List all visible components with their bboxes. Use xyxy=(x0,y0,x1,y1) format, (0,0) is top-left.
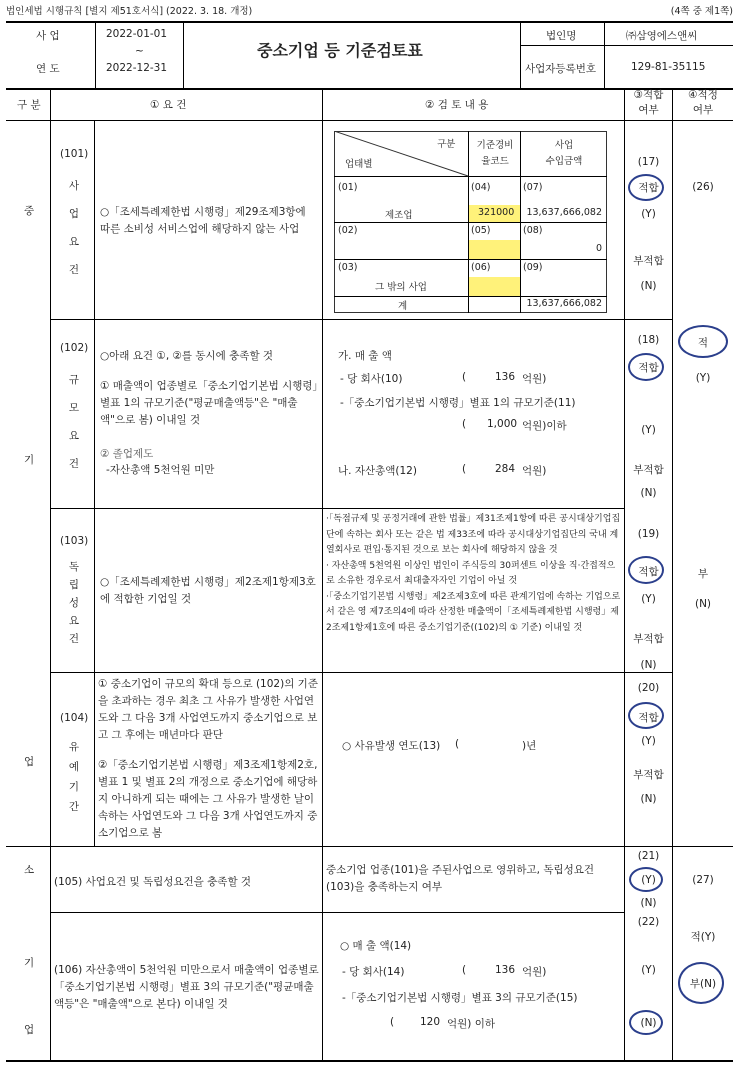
row101-label: 사 업 요 건 xyxy=(68,180,80,276)
row104-fit-circle xyxy=(628,702,664,729)
table-total-label: 계 xyxy=(398,301,408,312)
row102-rev2: - 당 회사(10) xyxy=(340,373,403,385)
reg-no-label: 사업자등록번호 xyxy=(525,63,597,75)
table-h-rev-2: 수입금액 xyxy=(545,156,583,167)
row102-req2: ① 매출액이 업종별로「중소기업기본법 시행령」별표 1의 규모기준("평균매출액등"은 "매출액"으로 봄) 이내일 것 xyxy=(100,380,318,426)
row106-col4-no: 부(N) xyxy=(689,978,717,990)
row104-review-unit: )년 xyxy=(522,740,537,752)
col-requirement: ① 요 건 xyxy=(150,99,187,111)
row102-rev2-lp: ( xyxy=(462,371,467,383)
row105-requirement: (105) 사업요건 및 독립성요건을 충족할 것 xyxy=(54,876,252,888)
row105-fit-n: (N) xyxy=(640,897,657,909)
period-end: 2022-12-31 xyxy=(106,62,168,74)
row103-label: 독 립 성 요 건 xyxy=(68,561,80,645)
row102-rev4-unit: 억원)이하 xyxy=(522,420,567,432)
row102-fit-no: 부적합 xyxy=(633,464,664,476)
row102-rev5-lp: ( xyxy=(462,463,467,475)
table-r1-amt: 13,637,666,082 xyxy=(526,207,602,218)
table-r1-code: 321000 xyxy=(478,207,515,218)
table-r3-name: 그 밖의 사업 xyxy=(375,282,427,293)
row103-fit-no: 부적합 xyxy=(633,633,664,645)
biz-year-label-1: 사 업 xyxy=(36,30,60,42)
row104-req2: ②「중소기업기본법 시행령」제3조제1항제2호, 별표 1 및 별표 2의 개정으로 중소기업에 해당하지 아니하게 되는 때에는 그 사유가 발생한 날이 속하는 사업연도와 그 다음 3개 사업연도까지 중소기업으로 봄 xyxy=(98,759,318,839)
row103-fit-yes: 적합 xyxy=(638,566,659,578)
table-h-code-2: 율코드 xyxy=(481,156,509,167)
side-char-4: 소 xyxy=(24,864,35,876)
row106-requirement: (106) 자산총액이 5천억원 미만으로서 매출액이 업종별로「중소기업기본법 시행령」별표 3의 규모기준("평균매출액등"은 "매출액"으로 본다) 이내일 것 xyxy=(54,964,319,1010)
row102-col4-circle xyxy=(678,325,728,358)
table-h-code-1: 기준경비 xyxy=(476,140,514,151)
table-r3-rno: (09) xyxy=(523,262,543,273)
side-char-1: 중 xyxy=(24,205,35,217)
row103-fit-y: (Y) xyxy=(641,593,656,605)
row104-review-lp: ( xyxy=(455,738,460,750)
row106-rev2-unit: 억원) xyxy=(522,966,547,978)
corp-name: ㈜삼영에스앤씨 xyxy=(626,30,698,42)
row106-rev3: -「중소기업기본법 시행령」별표 3의 규모기준(15) xyxy=(342,992,578,1004)
table-r2-no: (02) xyxy=(338,225,358,236)
row103-fit-circle xyxy=(628,556,664,584)
row101-fit-no: 부적합 xyxy=(633,255,664,267)
table-total-amt: 13,637,666,082 xyxy=(526,298,602,309)
row106-rev2-val: 136 xyxy=(495,964,516,976)
row103-fit-code: (19) xyxy=(637,528,660,540)
row106-rev2: - 당 회사(14) xyxy=(342,966,405,978)
row102-rev2-unit: 억원) xyxy=(522,373,547,385)
row101-fit-yes: 적합 xyxy=(638,182,659,194)
row102-req1: ○아래 요건 ①, ②를 동시에 충족할 것 xyxy=(100,350,274,362)
corp-name-label: 법인명 xyxy=(546,30,577,42)
table-r3-cno: (06) xyxy=(471,262,491,273)
col-fit3: ③적합 여부 xyxy=(633,89,664,116)
row106-fit-n: (N) xyxy=(640,1017,657,1029)
row104-label: 유 예 기 간 xyxy=(68,741,80,813)
row106-fit-code: (22) xyxy=(637,916,660,928)
side-char-2: 기 xyxy=(24,454,35,466)
row101-fit-n: (N) xyxy=(640,280,657,292)
row102-label: 규 모 요 건 xyxy=(68,374,80,470)
row104-fit-n: (N) xyxy=(640,793,657,805)
row101-col4-code: (26) xyxy=(692,181,714,193)
row102-fit-yes: 적합 xyxy=(638,362,659,374)
row106-rev4-unit: 억원) 이하 xyxy=(447,1018,496,1030)
row103-col4-no: 부 xyxy=(697,568,709,580)
row105-fit-code: (21) xyxy=(637,850,660,862)
row102-fit-circle xyxy=(628,353,664,381)
side-char-5: 기 xyxy=(24,957,35,969)
row106-col4-yes: 적(Y) xyxy=(690,931,716,943)
col-fit4: ④적정 여부 xyxy=(688,89,718,116)
row102-rev4-lp: ( xyxy=(462,418,467,430)
row102-req3: ② 졸업제도 xyxy=(100,448,154,460)
period-tilde: ~ xyxy=(135,45,144,57)
row102-rev5: 나. 자산총액(12) xyxy=(338,465,417,477)
row102-col4-yes: 적 xyxy=(697,337,709,349)
table-r1-cno: (04) xyxy=(471,182,491,193)
row102-fit-code: (18) xyxy=(637,334,660,346)
row102-code: (102) xyxy=(60,342,89,354)
row101-fit-circle xyxy=(628,174,664,201)
side-char-3: 업 xyxy=(24,756,35,768)
row106-col4-circle xyxy=(678,962,724,1004)
row102-fit-n: (N) xyxy=(640,487,657,499)
table-r1-no: (01) xyxy=(338,182,358,193)
row101-fit-code: (17) xyxy=(637,156,660,168)
regulation-caption: 법인세법 시행규칙 [별지 제51호서식] (2022. 3. 18. 개정) xyxy=(6,6,253,17)
table-h-rev-1: 사업 xyxy=(554,140,574,151)
row106-rev4-lp: ( xyxy=(390,1016,395,1028)
table-h-biz: 업태별 xyxy=(345,159,373,170)
row104-fit-yes: 적합 xyxy=(638,712,659,724)
row104-fit-no: 부적합 xyxy=(633,769,664,781)
side-char-6: 업 xyxy=(24,1024,35,1036)
reg-no: 129-81-35115 xyxy=(631,61,706,73)
row105-fit-y: (Y) xyxy=(641,874,656,886)
row102-rev4-val: 1,000 xyxy=(487,418,518,430)
table-r1-name: 제조업 xyxy=(385,210,413,221)
row106-rev1: ○ 매 출 액(14) xyxy=(340,940,412,952)
row104-req1: ① 중소기업이 규모의 확대 등으로 (102)의 기준을 초과하는 경우 최초 그 사유가 발생한 사업연도와 그 다음 3개 사업연도까지 중소기업으로 보고 그 후에는 매년마다 판단 xyxy=(98,678,318,741)
row105-review: 중소기업 업종(101)을 주된사업으로 영위하고, 독립성요건(103)을 충족하는지 여부 xyxy=(326,864,595,893)
row102-rev5-unit: 억원) xyxy=(522,465,547,477)
row103-fit-n: (N) xyxy=(640,659,657,671)
row105-fit-circle xyxy=(629,867,663,892)
row104-fit-y: (Y) xyxy=(641,735,656,747)
row105-col4-code: (27) xyxy=(692,874,714,886)
row103-requirement: ○「조세특례제한법 시행령」제2조제1항제3호에 적합한 기업일 것 xyxy=(100,576,316,605)
row103-col4-n: (N) xyxy=(694,598,712,610)
table-r2-rno: (08) xyxy=(523,225,543,236)
row104-code: (104) xyxy=(60,712,89,724)
row101-requirement: ○「조세특례제한법 시행령」제29조제3항에 따른 소비성 서비스업에 해당하지 않는 사업 xyxy=(100,206,306,235)
table-r1-rno: (07) xyxy=(523,182,543,193)
row101-code: (101) xyxy=(60,148,89,160)
page-indicator: (4쪽 중 제1쪽) xyxy=(670,6,733,17)
page-title: 중소기업 등 기준검토표 xyxy=(257,41,423,60)
table-r3-no: (03) xyxy=(338,262,358,273)
row103-review: ·「독점규제 및 공정거래에 관한 법률」제31조제1항에 따른 공시대상기업집단에 속하는 회사 또는 같은 법 제33조에 따라 공시대상기업집단의 국내 계열회사로 편입·통지된 것으로 보는 회사에 해당하지 않을 것 · 자산총액 5천억원 이상인 법인이 주식등의 30퍼센트 이상을 직·간접적으로 소유한 경우로서 최대출자자인 기업이 아닐 것 ·「중소기업기본법 시행령」제2조제3호에 따른 관계기업에 속하는 기업으로서 같은 영 제7조의4에 따라 산정한 매출액이「조세특례제한법 시행령」제2조제1항제1호에 따른 중소기업기준((102)의 ① 기준) 이내일 것 xyxy=(326,514,621,633)
table-h-div: 구분 xyxy=(437,139,456,150)
row106-fit-circle xyxy=(629,1010,663,1035)
biz-year-label-2: 연 도 xyxy=(36,63,60,75)
row104-review: ○ 사유발생 연도(13) xyxy=(342,740,441,752)
table-r2-amt: 0 xyxy=(595,243,602,254)
period-start: 2022-01-01 xyxy=(106,28,168,40)
row102-req4: -자산총액 5천억원 미만 xyxy=(106,464,215,476)
table-r2-cno: (05) xyxy=(471,225,491,236)
row102-fit-y: (Y) xyxy=(641,424,656,436)
row102-rev1: 가. 매 출 액 xyxy=(338,350,392,362)
row102-rev5-val: 284 xyxy=(495,463,516,475)
col-division: 구 분 xyxy=(17,99,41,111)
row102-rev3: -「중소기업기본법 시행령」별표 1의 규모기준(11) xyxy=(340,397,576,409)
row106-rev2-lp: ( xyxy=(462,964,467,976)
row102-rev2-val: 136 xyxy=(495,371,516,383)
col-review: ② 검 토 내 용 xyxy=(425,99,489,111)
row102-col4-y: (Y) xyxy=(695,372,711,384)
row104-fit-code: (20) xyxy=(637,682,660,694)
row101-fit-y: (Y) xyxy=(641,208,656,220)
row106-fit-y: (Y) xyxy=(641,964,656,976)
row106-rev4-val: 120 xyxy=(420,1016,441,1028)
row103-code: (103) xyxy=(60,535,89,547)
